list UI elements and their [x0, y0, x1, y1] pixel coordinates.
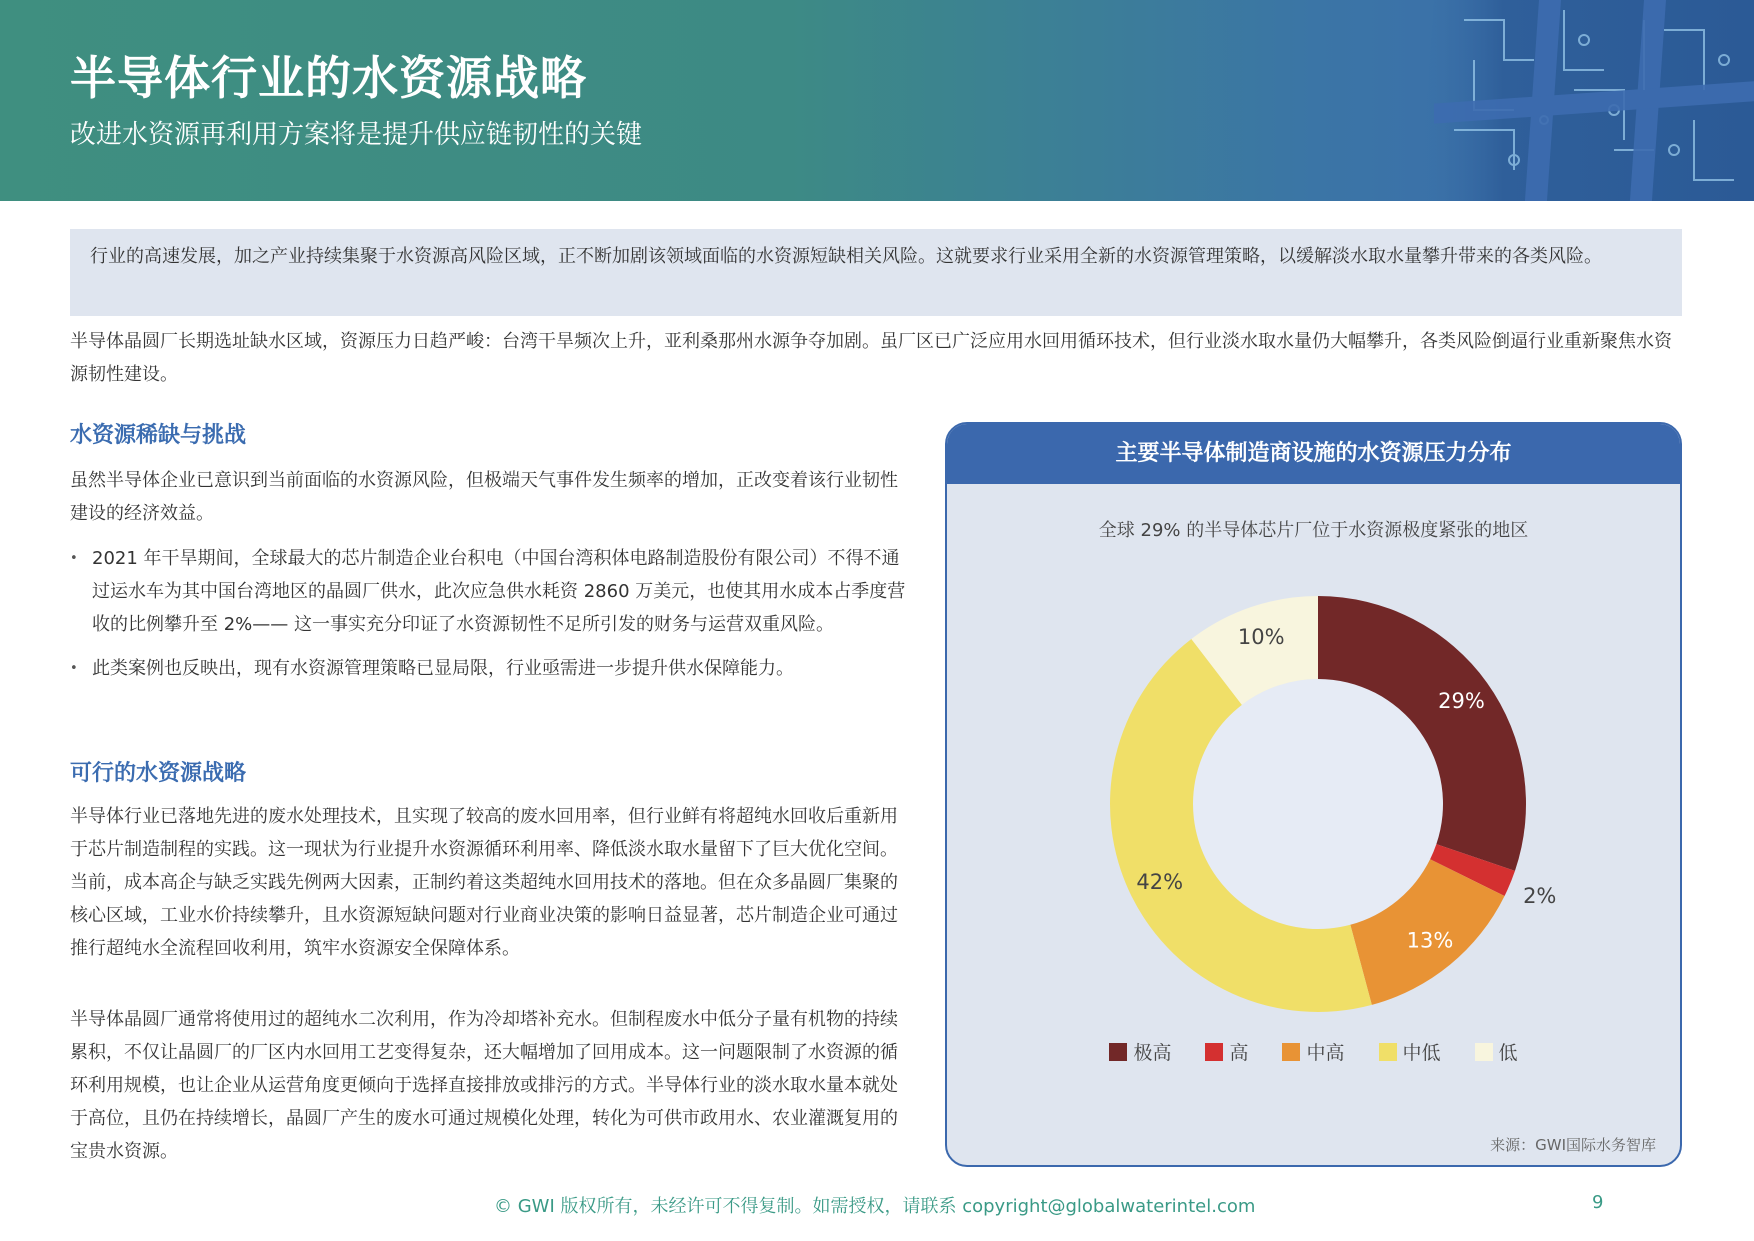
section-paragraph: 半导体行业已落地先进的废水处理技术，且实现了较高的废水回用率，但行业鲜有将超纯水回收后重新用于芯片制造制程的实践。这一现状为行业提升水资源循环利用率、降低淡水取水量留下了巨大优化空间。当前，成本高企与缺乏实践先例两大因素，正制约着这类超纯水回用技术的落地。但在众多晶圆厂集聚的核心区域，工业水价持续攀升，且水资源短缺问题对行业商业决策的影响日益显著，芯片制造企业可通过推行超纯水全流程回收利用，筑牢水资源安全保障体系。: [70, 806, 898, 959]
legend-label: 中高: [1306, 1042, 1345, 1064]
section-paragraph: 半导体晶圆厂通常将使用过的超纯水二次利用，作为冷却塔补充水。但制程废水中低分子量有机物的持续累积，不仅让晶圆厂的厂区内水回用工艺变得复杂，还大幅增加了回用成本。这一问题限制了水资源的循环利用规模，也让企业从运营角度更倾向于选择直接排放或排污的方式。半导体行业的淡水取水量本就处于高位，且仍在持续增长，晶圆厂产生的废水可通过规模化处理，转化为可供市政用水、农业灌溉复用的宝贵水资源。: [70, 1009, 898, 1162]
donut-label: 42%: [1136, 870, 1184, 895]
chart-source: 来源：GWI国际水务智库: [1490, 1136, 1656, 1154]
legend-item: [1205, 1038, 1248, 1065]
section-heading-strategies: 可行的水资源战略: [70, 761, 247, 786]
legend-swatch: [1109, 1043, 1127, 1061]
section-paragraph: 虽然半导体企业已意识到当前面临的水资源风险，但极端天气事件发生频率的增加，正改变着该行业韧性建设的经济效益。: [70, 470, 898, 524]
circuit-board-image: [1314, 0, 1754, 201]
page-number: 9: [1592, 1192, 1604, 1213]
legend-swatch: [1379, 1043, 1397, 1061]
legend-label: 中低: [1402, 1042, 1441, 1064]
legend-swatch: [1282, 1043, 1300, 1061]
chart-legend: [947, 1038, 1680, 1065]
legend-swatch: [1475, 1043, 1493, 1061]
bullet-item: • 2021 年干旱期间，全球最大的芯片制造企业台积电（中国台湾积体电路制造股份有限公司）不得不通过运水车为其中国台湾地区的晶圆厂供水，此次应急供水耗资 2860 万美元，也使其用水成本占季度营收的比例攀升至 2%—— 这一事实充分印证了水资源韧性不足所引发的财务与运营双重风险。: [70, 542, 910, 641]
donut-label: 13%: [1406, 928, 1454, 953]
intro-callout: 行业的高速发展，加之产业持续集聚于水资源高风险区域，正不断加剧该领域面临的水资源短缺相关风险。这就要求行业采用全新的水资源管理策略，以缓解淡水取水量攀升带来的各类风险。: [70, 229, 1682, 316]
legend-item: [1282, 1038, 1344, 1065]
chart-panel-title: 主要半导体制造商设施的水资源压力分布: [947, 424, 1680, 484]
legend-item: [1475, 1038, 1518, 1065]
chart-title: 全球 29% 的半导体芯片厂位于水资源极度紧张的地区: [1098, 520, 1529, 541]
legend-item: [1109, 1038, 1171, 1065]
donut-label: 10%: [1237, 624, 1285, 649]
bullet-list: [70, 542, 910, 696]
lead-paragraph: 半导体晶圆厂长期选址缺水区域，资源压力日趋严峻：台湾干旱频次上升，亚利桑那州水源争夺加剧。虽厂区已广泛应用水回用循环技术，但行业淡水取水量仍大幅攀升，各类风险倒逼行业重新聚焦水资源韧性建设。: [70, 331, 1672, 385]
page-title: 半导体行业的水资源战略: [70, 51, 587, 105]
footer-copyright: © GWI 版权所有，未经许可不得复制。如需授权，请联系 copyright@globalwaterintel.com: [494, 1196, 1256, 1217]
legend-item: [1379, 1038, 1441, 1065]
bullet-item: • 此类案例也反映出，现有水资源管理策略已显局限，行业亟需进一步提升供水保障能力。: [70, 652, 910, 685]
legend-swatch: [1205, 1043, 1223, 1061]
donut-label: 2%: [1523, 883, 1557, 908]
donut-hole: [1193, 679, 1443, 929]
legend-label: 高: [1229, 1042, 1249, 1064]
page-header-banner: [0, 0, 1754, 201]
page-subtitle: 改进水资源再利用方案将是提升供应链韧性的关键: [70, 120, 643, 150]
donut-label: 29%: [1438, 689, 1485, 714]
legend-label: 低: [1498, 1042, 1518, 1064]
section-heading-scarcity: 水资源稀缺与挑战: [70, 423, 247, 448]
chart-panel: [945, 422, 1682, 1167]
legend-label: 极高: [1133, 1042, 1172, 1064]
